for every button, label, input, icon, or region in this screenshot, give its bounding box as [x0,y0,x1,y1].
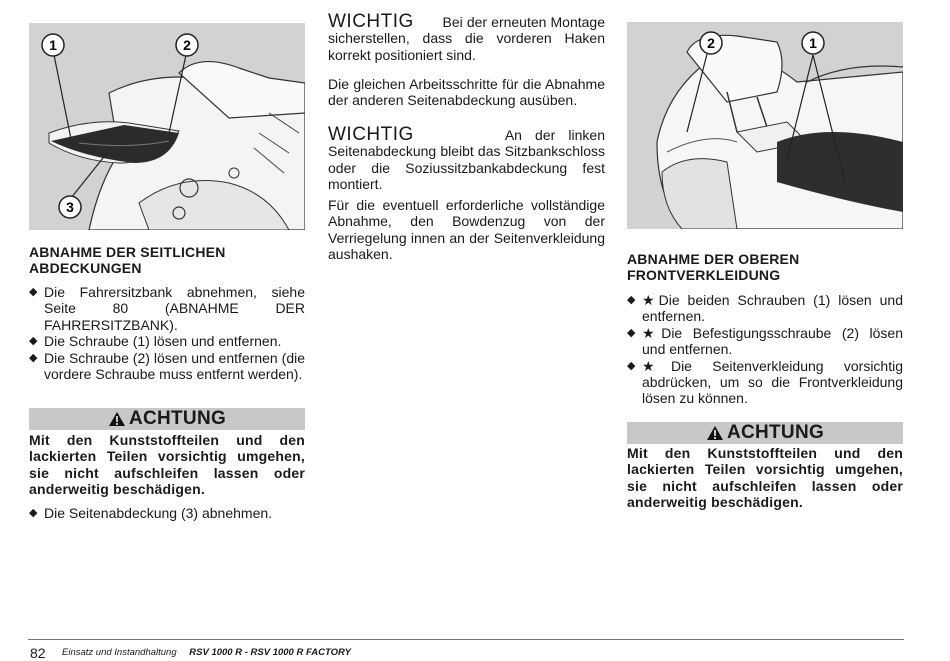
footer-chapter: Einsatz und Instandhaltung [62,647,177,658]
warning-icon [108,411,126,427]
achtung-label: ACHTUNG [726,422,825,443]
footer-caption [62,647,351,658]
achtung-banner-left [29,408,305,430]
list-item: ◆ ★Die Seitenverkleidung vorsichtig abdrücken, um so die Frontverkleidung lösen zu können. [627,358,903,407]
left-step-list [29,284,305,382]
section-title-front-fairing [627,251,907,283]
achtung-warning-text-left: Mit den Kunststoffteilen und den lackierten Teilen vorsichtig umgehen, sie nicht aufschleifen lassen oder anderweitig beschädigen. [29,432,305,498]
callout-1: 1 [809,35,817,51]
page-number: 82 [30,645,46,661]
list-item: ◆ Die Seitenabdeckung (3) abnehmen. [29,505,305,521]
section-title-side-covers [29,244,309,276]
achtung-banner-right [627,422,903,444]
callout-3: 3 [66,199,74,215]
wichtig-note-2 [328,124,605,192]
achtung-label: ACHTUNG [128,408,227,429]
list-item: ◆ Die Schraube (2) lösen und entfernen (die vordere Schraube muss entfernt werden). [29,350,305,383]
wichtig-label: WICHTIG [328,11,414,32]
section-title-line-2: FRONTVERKLEIDUNG [627,267,781,283]
side-cover-illustration [29,23,305,230]
section-title-line-1: ABNAHME DER SEITLICHEN [29,244,226,260]
wichtig-text: An der linken Seitenabdeckung bleibt das Sitzbankschloss oder die Soziussitzbankabdeckung fest montiert. [328,127,605,192]
paragraph-cable-removal: Für die eventuell erforderliche vollständige Abnahme, den Bowdenzug von der Verriegelung innen an der Seitenverkleidung aushaken. [328,197,605,262]
wichtig-note-1 [328,11,606,63]
callout-1: 1 [49,37,57,53]
list-item: ◆ Die Schraube (1) lösen und entfernen. [29,333,305,349]
right-step-list [627,292,903,407]
section-title-line-1: ABNAHME DER OBEREN [627,251,800,267]
paragraph-other-side: Die gleichen Arbeitsschritte für die Abnahme der anderen Seitenabdeckung ausüben. [328,76,605,109]
footer-divider [28,639,904,640]
callout-2: 2 [707,35,715,51]
left-step-list-2 [29,505,305,521]
wichtig-label: WICHTIG [328,124,414,145]
section-title-line-2: ABDECKUNGEN [29,260,142,276]
callout-2: 2 [183,37,191,53]
wichtig-text: Bei der erneuten Montage sicherstellen, dass die vorderen Haken korrekt positioniert sind. [328,14,606,63]
warning-icon [706,425,724,441]
list-item: ◆ ★Die Befestigungsschraube (2) lösen und entfernen. [627,325,903,358]
list-item: ◆ ★Die beiden Schrauben (1) lösen und entfernen. [627,292,903,325]
list-item: ◆ Die Fahrersitzbank abnehmen, siehe Seite 80 (ABNAHME DER FAHRERSITZBANK). [29,284,305,333]
front-fairing-illustration [627,22,903,229]
footer-model: RSV 1000 R - RSV 1000 R FACTORY [189,647,352,658]
achtung-warning-text-right: Mit den Kunststoffteilen und den lackierten Teilen vorsichtig umgehen, sie nicht aufschleifen lassen oder anderweitig beschädigen. [627,445,903,511]
